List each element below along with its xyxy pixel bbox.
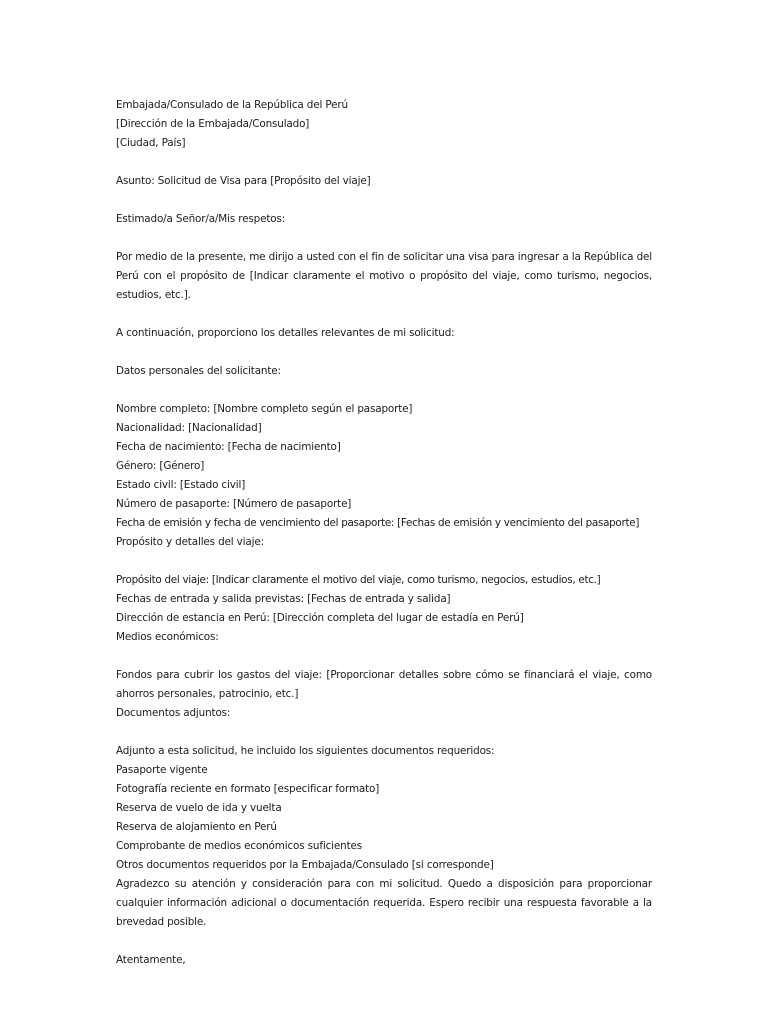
personal-item: Nacionalidad: [Nacionalidad] [116, 422, 262, 434]
recipient-city-country: [Ciudad, País] [116, 137, 186, 149]
details-intro: A continuación, proporciono los detalles relevantes de mi solicitud: [116, 327, 455, 339]
spacer [116, 381, 652, 400]
sign-off: Atentamente, [116, 954, 186, 966]
spacer [116, 229, 652, 248]
letter-body [116, 96, 652, 970]
document-item: Reserva de alojamiento en Perú [116, 821, 277, 833]
document-item: Otros documentos requeridos por la Embajada/Consulado [si corresponde] [116, 859, 494, 871]
economic-heading: Medios económicos: [116, 631, 219, 643]
spacer [116, 305, 652, 324]
documents-intro: Adjunto a esta solicitud, he incluido los siguientes documentos requeridos: [116, 745, 495, 757]
personal-item: Estado civil: [Estado civil] [116, 479, 246, 491]
trip-item: Propósito del viaje: [Indicar claramente el motivo del viaje, como turismo, negocios, estudios, etc.] [116, 574, 601, 586]
closing-paragraph: Agradezco su atención y consideración para con mi solicitud. Quedo a disposición para proporcionar cualquier información adicional o documentación requerida. Espero recibir una respuesta favorable a la brevedad posible. [116, 878, 652, 928]
personal-item: Nombre completo: [Nombre completo según el pasaporte] [116, 403, 413, 415]
personal-item: Número de pasaporte: [Número de pasaporte] [116, 498, 352, 510]
spacer [116, 647, 652, 666]
trip-item: Fechas de entrada y salida previstas: [Fechas de entrada y salida] [116, 593, 451, 605]
spacer [116, 723, 652, 742]
document-item: Fotografía reciente en formato [especificar formato] [116, 783, 380, 795]
document-item: Reserva de vuelo de ida y vuelta [116, 802, 282, 814]
trip-item: Dirección de estancia en Perú: [Dirección completa del lugar de estadía en Perú] [116, 612, 524, 624]
spacer [116, 153, 652, 172]
documents-heading: Documentos adjuntos: [116, 707, 231, 719]
personal-heading: Datos personales del solicitante: [116, 365, 281, 377]
spacer [116, 191, 652, 210]
recipient-address: [Dirección de la Embajada/Consulado] [116, 118, 310, 130]
intro-paragraph: Por medio de la presente, me dirijo a usted con el fin de solicitar una visa para ingresar a la República del Perú con el propósito de [Indicar claramente el motivo o propósito del viaje, como turismo, negocios, estudios, etc.]. [116, 251, 652, 301]
subject-line: Asunto: Solicitud de Visa para [Propósito del viaje] [116, 175, 371, 187]
spacer [116, 343, 652, 362]
greeting: Estimado/a Señor/a/Mis respetos: [116, 213, 286, 225]
spacer [116, 552, 652, 571]
personal-item: Fecha de nacimiento: [Fecha de nacimiento] [116, 441, 341, 453]
document-item: Pasaporte vigente [116, 764, 208, 776]
funds-paragraph: Fondos para cubrir los gastos del viaje: [Proporcionar detalles sobre cómo se financiará el viaje, como ahorros personales, patrocinio, etc.] [116, 669, 652, 700]
personal-item: Género: [Género] [116, 460, 205, 472]
recipient-name: Embajada/Consulado de la República del Perú [116, 99, 348, 111]
personal-item: Fecha de emisión y fecha de vencimiento del pasaporte: [Fechas de emisión y vencimiento del pasaporte] [116, 517, 640, 529]
trip-heading: Propósito y detalles del viaje: [116, 536, 264, 548]
document-item: Comprobante de medios económicos suficientes [116, 840, 363, 852]
spacer [116, 932, 652, 951]
